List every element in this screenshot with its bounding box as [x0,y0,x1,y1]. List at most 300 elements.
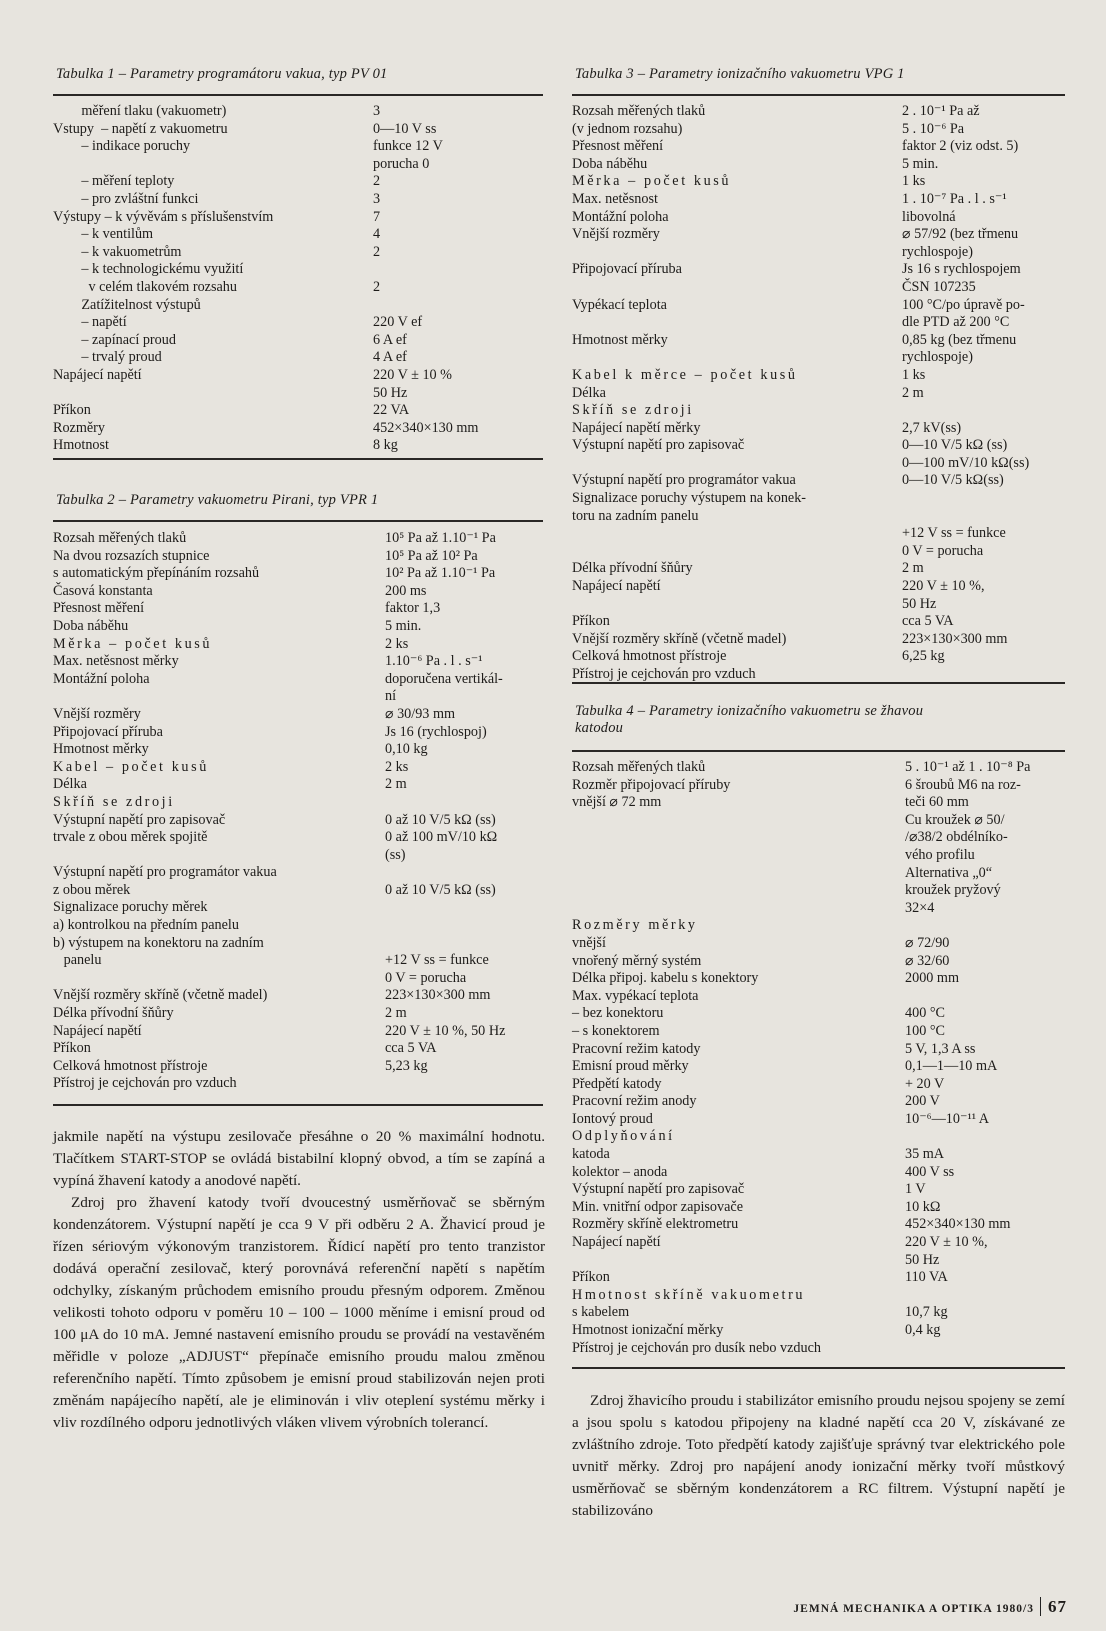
table4 [572,759,1067,1357]
row-value: 0 až 10 V/5 kΩ (ss) [385,811,496,828]
table-row [572,508,1067,526]
row-label: Rozměry [53,419,106,436]
row-label: – k vakuometrům [53,243,182,260]
row-value: 2 [373,243,381,260]
prose-left [53,1126,545,1434]
table-row [572,244,1067,262]
row-label: Připojovací příruba [572,261,682,278]
row-label: Kabel k měrce – počet kusů [572,366,798,383]
row-value: +12 V ss = funkce [385,952,489,969]
table-row [53,776,545,794]
table3-caption: Tabulka 3 – Parametry ionizačního vakuometru VPG 1 [575,66,905,82]
row-label: Měrka – počet kusů [53,635,213,652]
table-row [572,543,1067,561]
row-value: 22 VA [373,402,410,419]
row-value: 400 °C [905,1005,945,1022]
row-label: (v jednom rozsahu) [572,120,683,137]
table-row [572,103,1067,121]
table-row [572,420,1067,438]
row-value: 0—10 V/5 kΩ (ss) [902,437,1008,454]
row-label: měření tlaku (vakuometr) [53,103,227,119]
table-row [572,1287,1067,1305]
table-row [572,1128,1067,1146]
row-label: kolektor – anoda [572,1163,668,1180]
table4-caption-line-1: Tabulka 4 – Parametry ionizačního vakuometru se žhavou [575,703,924,719]
table-row [572,935,1067,953]
table-row [572,1005,1067,1023]
row-label: Délka přívodní šňůry [53,1005,174,1022]
table-row [53,899,545,917]
table-row [53,794,545,812]
prose-right-para: Zdroj žhavicího proudu i stabilizátor emisního proudu nejsou spojeny se zemí a jsou spolu s katodou připojeny na kladné napětí cca 20 V, získávané ze zvláštního zdroje. Toto předpětí katody zajišťuje správný tvar elektrického pole uvnitř měrky. Zdroj pro napájení anody ionizační měrky tvoří můstkový usměrňovač se sběrným kondenzátorem a RC filtrem. Výstupní napětí je stabilizováno [572,1392,1065,1519]
table-row [572,1076,1067,1094]
row-label: Přesnost měření [53,600,145,617]
row-label: Rozsah měřených tlaků [572,759,706,775]
table-row [572,648,1067,666]
table-row [53,759,545,777]
table-row [572,1252,1067,1270]
row-value: 35 mA [905,1146,945,1163]
row-label: Vnější rozměry skříně (včetně madel) [572,630,787,647]
row-label: Celková hmotnost přístroje [53,1057,208,1074]
row-label: – k ventilům [53,226,154,243]
table-row [572,882,1067,900]
table-row [572,865,1067,883]
table-row [572,402,1067,420]
row-value: 5 . 10⁻¹ až 1 . 10⁻⁸ Pa [905,759,1031,775]
row-value: 4 A ef [373,349,407,366]
table-row [53,420,545,438]
row-label: Napájecí napětí [53,1022,142,1039]
row-value: 2 m [385,776,407,793]
row-value: 0,10 kg [385,741,428,758]
row-label: Příkon [572,613,610,630]
table3-top-rule [572,94,1065,96]
table-row [572,1181,1067,1199]
row-label: Příkon [572,1269,610,1286]
row-label: Přístroj je cejchován pro vzduch [53,1075,237,1092]
row-value: 223×130×300 mm [385,987,491,1004]
row-value: (ss) [385,846,406,863]
row-label: panelu [53,952,102,969]
row-value: 2 m [385,1005,407,1022]
row-value: ⌀ 72/90 [905,934,950,951]
row-value: 10⁻⁶—10⁻¹¹ A [905,1110,990,1127]
row-label: Výstupní napětí pro programátor vakua [53,864,277,881]
table-row [572,279,1067,297]
table-row [53,191,545,209]
row-value: 2 [373,173,381,190]
row-label: vnořený měrný systém [572,952,702,969]
table-row [53,618,545,636]
row-label: Výstupní napětí pro zapisovač [572,437,745,454]
table-row [572,138,1067,156]
table-row [572,297,1067,315]
row-value: 10⁵ Pa až 10² Pa [385,547,478,564]
row-label: Vnější rozměry [572,226,660,243]
table-row [53,437,545,455]
row-value: 6 A ef [373,331,407,348]
row-label: z obou měrek [53,881,131,898]
row-label: Celková hmotnost přístroje [572,648,727,665]
row-label: Hmotnost skříně vakuometru [572,1286,806,1303]
row-label: Rozměry skříně elektrometru [572,1216,739,1233]
row-label: Příkon [53,1040,91,1057]
row-label: Iontový proud [572,1110,653,1127]
table-row [572,560,1067,578]
table-row [572,261,1067,279]
table2-caption: Tabulka 2 – Parametry vakuometru Pirani, typ VPR 1 [56,492,379,508]
table-row [53,173,545,191]
row-label: a) kontrolkou na předním panelu [53,917,239,934]
row-label: Vstupy – napětí z vakuometru [53,120,228,137]
row-label: Příkon [53,402,91,419]
row-value: 0 V = porucha [385,969,467,986]
row-value: Js 16 (rychlospoj) [385,723,487,740]
row-value: 0,4 kg [905,1322,941,1338]
row-value: 110 VA [905,1269,948,1286]
prose-left-para-1: jakmile napětí na výstupu zesilovače přesáhne o 20 % maximální hodnotu. Tlačítkem START-STOP se ovládá bistabilní klopný obvod, a tím se zapíná a vypíná žhavení katody a anodové napětí. [53,1128,545,1189]
row-label: Rozměry měrky [572,917,698,934]
row-value: 220 V ± 10 %, 50 Hz [385,1022,506,1039]
table-row [53,548,545,566]
row-label: b) výstupem na konektoru na zadním [53,934,264,951]
table-row [53,314,545,332]
table-row [572,385,1067,403]
table-row [572,970,1067,988]
row-value: Js 16 s rychlospojem [902,261,1021,278]
row-value: cca 5 VA [902,613,954,630]
row-value: 2 ks [385,635,409,652]
journal-name: JEMNÁ MECHANIKA A OPTIKA 1980/3 [793,1603,1034,1615]
row-value: Cu kroužek ⌀ 50/ [905,811,1005,828]
row-value: 400 V ss [905,1163,955,1180]
table-row [572,578,1067,596]
table-row [572,759,1067,777]
row-label: – k technologickému využití [53,261,244,278]
prose-right [572,1390,1065,1522]
table-row [53,332,545,350]
table-row [53,1005,545,1023]
row-label: Rozsah měřených tlaků [572,103,706,119]
table-row [572,1199,1067,1217]
row-label: Přístroj je cejchován pro vzduch [572,666,756,682]
row-label: – napětí [53,314,127,331]
row-value: Alternativa „0“ [905,864,993,881]
table-row [53,385,545,403]
table-row [572,847,1067,865]
row-label: toru na zadním panelu [572,507,699,524]
row-label: Pracovní režim katody [572,1040,701,1057]
row-label: katoda [572,1146,610,1163]
row-value: 0—10 V/5 kΩ(ss) [902,472,1004,489]
table-row [53,812,545,830]
row-value: porucha 0 [373,155,430,172]
table-row [53,583,545,601]
row-value: 220 V ef [373,314,423,331]
row-value: 10 kΩ [905,1198,941,1215]
row-value: 1 ks [902,173,926,190]
table-row [53,917,545,935]
row-value: ČSN 107235 [902,278,976,295]
table-row [572,1216,1067,1234]
row-value: 32×4 [905,899,935,916]
row-label: Max. netěsnost měrky [53,653,179,670]
row-label: Skříň se zdroji [53,793,175,810]
table-row [572,1164,1067,1182]
row-label: Vypékací teplota [572,296,667,313]
table-row [572,314,1067,332]
row-label: Rozsah měřených tlaků [53,530,187,546]
row-value: 1.10⁻⁶ Pa . l . s⁻¹ [385,653,483,670]
table-row [572,666,1067,684]
row-label: Napájecí napětí [53,366,142,383]
table-row [53,1023,545,1041]
row-value: 0,1—1—10 mA [905,1058,998,1075]
row-label: Kabel – počet kusů [53,758,209,775]
table-row [572,1234,1067,1252]
row-label: Zatížitelnost výstupů [53,296,201,313]
row-value: 452×340×130 mm [373,419,479,436]
row-label: Napájecí napětí měrky [572,419,701,436]
table-row [53,402,545,420]
table-row [53,724,545,742]
row-value: 5 min. [385,617,422,634]
table-row [53,1058,545,1076]
row-value: doporučena vertikál- [385,670,503,687]
table-row [53,847,545,865]
row-value: 452×340×130 mm [905,1216,1011,1233]
table1 [53,103,545,455]
row-value: faktor 2 (viz odst. 5) [902,138,1019,155]
row-label: Délka [572,384,606,401]
table-row [53,530,545,548]
row-value: ⌀ 30/93 mm [385,705,456,722]
row-label: Signalizace poruchy výstupem na konek- [572,490,807,507]
table-row [572,349,1067,367]
table-row [572,226,1067,244]
row-value: 100 °C [905,1022,945,1039]
row-label: Výstupní napětí pro zapisovač [53,811,226,828]
row-value: 100 °C/po úpravě po- [902,296,1025,313]
row-value: /⌀38/2 obdélníko- [905,829,1008,846]
row-label: Montážní poloha [572,208,669,225]
row-value: 220 V ± 10 %, [905,1234,988,1251]
row-value: 8 kg [373,437,398,454]
table1-bottom-rule [53,458,543,460]
row-label: – pro zvláštní funkci [53,190,199,207]
row-value: 5 V, 1,3 A ss [905,1040,976,1057]
row-value: rychlospoje) [902,349,973,366]
table-row [572,1041,1067,1059]
table-row [53,653,545,671]
row-label: trvale z obou měrek spojitě [53,829,208,846]
prose-left-para-2: Zdroj pro žhavení katody tvoří dvoucestný usměrňovač se sběrným kondenzátorem. Výstupní napětí je cca 9 V při odběru 2 A. Žhavicí proud je řízen sériovým výkonovým tranzistorem. Řídicí napětí pro tento tranzistor dodává operační zesilovač, který porovnává referenční napětí s napětím odchylky, získaným průchodem emisního proudu přesným odporem. Změnou velikosti tohoto odporu v poměru 10 – 100 – 1000 měníme i emisní proud od 100 μA do 10 mA. Jemné nastavení emisního proudu se provádí na vestavěném měřidle v poloze „ADJUST“ přepínače emisního proudu malou změnou referenčního napětí. Tímto způsobem je emisní proud stabilizován nejen proti změnám napájecího napětí, ale je eliminován i vliv oteplení systému měrky i vliv rozdílného odporu jednotlivých vláken vlivem výrobních tolerancí. [53,1194,545,1431]
row-value: 2 ks [385,758,409,775]
table3-bottom-rule [572,682,1065,684]
table4-top-rule [572,750,1065,752]
table-row [572,1322,1067,1340]
table-row [53,688,545,706]
table-row [53,882,545,900]
table2-top-rule [53,520,543,522]
row-value: 0—100 mV/10 kΩ(ss) [902,454,1030,471]
table-row [53,121,545,139]
row-value: 4 [373,226,381,243]
table-row [572,455,1067,473]
row-label: Doba náběhu [53,617,129,634]
row-value: 2 . 10⁻¹ Pa až [902,103,980,119]
row-value: 50 Hz [905,1251,940,1268]
row-label: – indikace poruchy [53,138,191,155]
page-number: 67 [1040,1597,1067,1616]
table4-caption [575,703,923,737]
row-label: Délka připoj. kabelu s konektory [572,970,759,987]
row-value: 0—10 V ss [373,120,437,137]
row-label: Délka přívodní šňůry [572,560,693,577]
row-label: Přístroj je cejchován pro dusík nebo vzduch [572,1339,822,1356]
table-row [53,138,545,156]
table-row [572,490,1067,508]
row-label: Vnější rozměry skříně (včetně madel) [53,987,268,1004]
table-row [572,812,1067,830]
row-label: Výstupní napětí pro programátor vakua [572,472,796,489]
table-row [572,829,1067,847]
table-row [53,864,545,882]
row-value: kroužek pryžový [905,882,1001,899]
row-value: 220 V ± 10 % [373,366,452,383]
table-row [572,917,1067,935]
row-value: 3 [373,190,381,207]
table-row [53,565,545,583]
table-row [53,156,545,174]
table4-caption-line-2: katodou [575,720,624,736]
row-label: Napájecí napětí [572,578,661,595]
row-value: ⌀ 32/60 [905,952,950,969]
row-value: 5 . 10⁻⁶ Pa [902,120,965,137]
row-label: Připojovací příruba [53,723,163,740]
row-label: Vnější rozměry [53,705,141,722]
table-row [53,829,545,847]
row-label: v celém tlakovém rozsahu [53,278,237,295]
row-label: s automatickým přepínáním rozsahů [53,565,260,582]
row-value: libovolná [902,208,956,225]
row-value: 220 V ± 10 %, [902,578,985,595]
row-value: faktor 1,3 [385,600,441,617]
row-value: dle PTD až 200 °C [902,314,1010,331]
table1-top-rule [53,94,543,96]
row-label: Signalizace poruchy měrek [53,899,208,916]
table-row [572,1111,1067,1129]
row-value: 200 V [905,1093,940,1110]
row-label: – s konektorem [572,1022,660,1039]
table-row [572,437,1067,455]
row-value: 10² Pa až 1.10⁻¹ Pa [385,565,496,582]
row-value: ⌀ 57/92 (bez třmenu [902,226,1019,243]
table-row [53,226,545,244]
table3 [572,103,1067,684]
table-row [572,156,1067,174]
row-label: Měrka – počet kusů [572,173,732,190]
table-row [572,596,1067,614]
row-label: Odplyňování [572,1128,675,1145]
row-label: Na dvou rozsazích stupnice [53,547,210,564]
row-value: cca 5 VA [385,1040,437,1057]
table-row [53,970,545,988]
row-value: 6 šroubů M6 na roz- [905,776,1021,793]
table-row [572,173,1067,191]
table-row [53,952,545,970]
table-row [572,367,1067,385]
row-value: 223×130×300 mm [902,630,1008,647]
table-row [572,1269,1067,1287]
table-row [572,1058,1067,1076]
table-row [572,953,1067,971]
row-value: 1 ks [902,366,926,383]
row-label: Rozměr připojovací příruby [572,776,731,793]
table-row [572,988,1067,1006]
row-label: Hmotnost ionizační měrky [572,1322,724,1338]
row-label: Emisní proud měrky [572,1058,689,1075]
table-row [53,671,545,689]
row-value: 3 [373,103,381,119]
row-value: rychlospoje) [902,243,973,260]
row-value: 2 m [902,384,924,401]
table-row [53,261,545,279]
row-value: 2000 mm [905,970,959,987]
table-row [572,1146,1067,1164]
row-value: ní [385,688,397,705]
row-value: 2 [373,278,381,295]
table-row [572,525,1067,543]
row-label: vnější [572,934,606,951]
row-value: 0,85 kg (bez třmenu [902,331,1017,348]
row-label: Montážní poloha [53,670,150,687]
table-row [572,1340,1067,1358]
row-value: 6,25 kg [902,648,945,665]
row-value: 10⁵ Pa až 1.10⁻¹ Pa [385,530,496,546]
table-row [53,209,545,227]
table-row [572,191,1067,209]
row-value: 2,7 kV(ss) [902,419,962,436]
table2 [53,530,545,1093]
row-value: +12 V ss = funkce [902,525,1006,542]
table-row [53,600,545,618]
row-label: Předpětí katody [572,1075,662,1092]
table-row [53,367,545,385]
row-label: s kabelem [572,1304,630,1321]
table-row [53,706,545,724]
row-label: Hmotnost měrky [53,741,149,758]
row-value: teči 60 mm [905,794,969,811]
row-value: funkce 12 V [373,138,443,155]
row-label: Min. vnitřní odpor zapisovače [572,1198,743,1215]
row-label: Délka [53,776,87,793]
table-row [53,987,545,1005]
table-row [572,121,1067,139]
table-row [572,1023,1067,1041]
row-label: Max. vypékací teplota [572,987,699,1004]
table-row [572,1304,1067,1322]
row-value: 10,7 kg [905,1304,948,1321]
table-row [572,794,1067,812]
row-label: Napájecí napětí [572,1234,661,1251]
row-label: – měření teploty [53,173,175,190]
row-label: Pracovní režim anody [572,1093,697,1110]
row-label: Výstupy – k vývěvám s příslušenstvím [53,208,274,225]
row-value: 50 Hz [902,595,937,612]
table-row [572,1093,1067,1111]
